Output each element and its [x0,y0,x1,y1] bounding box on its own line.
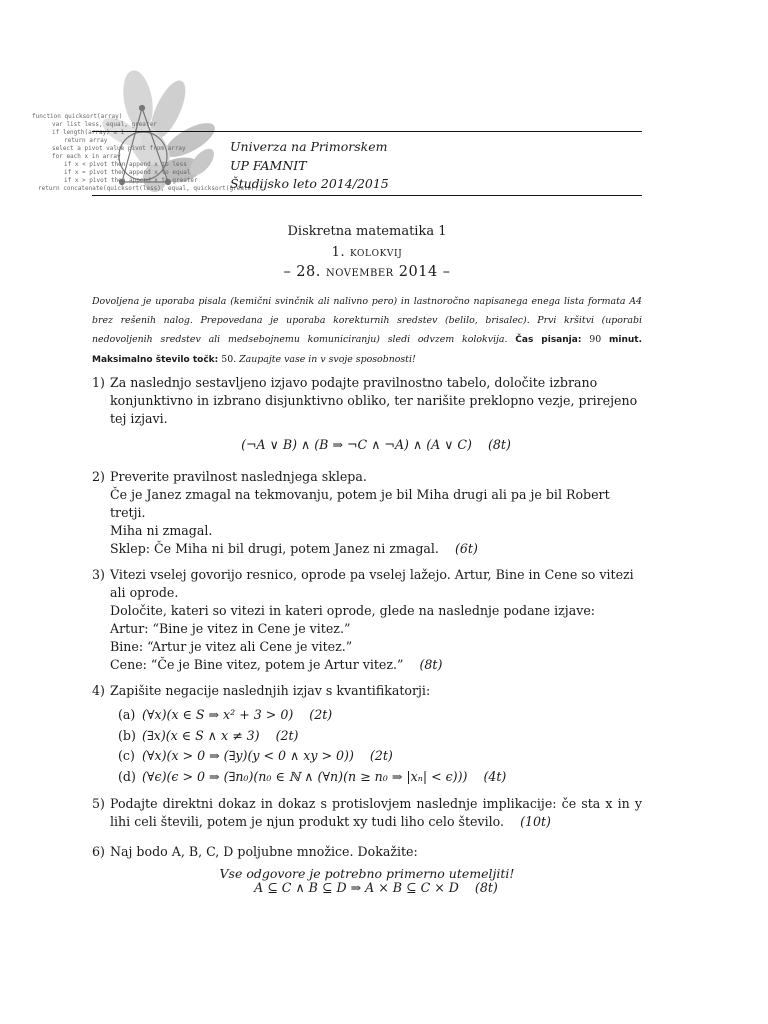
problem-2 [92,468,642,558]
problem-line-with-points [110,540,642,558]
code-line: if x = pivot then append x to equal [64,169,191,176]
code-line: if x < pivot then append x to less [64,161,187,168]
code-line: if length(array) ≤ 1 [52,129,125,136]
exam-title: 1. kolokvij [331,245,403,260]
problem-5 [92,795,642,831]
subproblem-c [118,746,642,767]
subproblem-a [118,705,642,726]
time-label: Čas pisanja: [515,335,582,345]
problem-text: Za naslednjo sestavljeno izjavo podajte pravilnostno tabelo, določite izbrano konjunktivno in izbrano disjunktivno obliko, ter narišite preklopno vezje, prirejeno tej izjavi. [110,375,638,426]
points: (8t) [488,437,511,452]
problem-line-with-points [110,656,642,674]
subproblem-list [110,705,642,787]
problem-number: 5) [92,796,105,811]
points-value: 50. [221,354,237,365]
academic-year: Študijsko leto 2014/2015 [230,176,389,191]
exam-date: – 28. november 2014 – [283,264,451,280]
header-rule-bottom [92,195,642,196]
university-name: Univerza na Primorskem [230,139,388,154]
problem-line: Vitezi vselej govorijo resnico, oprode pa vselej lažejo. Artur, Bine in Cene so vitezi ali oprode. [110,567,634,600]
university-logo [30,70,262,195]
formula: (∀ϵ)(ϵ > 0 ⇒ (∃n₀)(n₀ ∈ ℕ ∧ (∀n)(n ≥ n₀ ⇒ |xₙ| < ϵ))) [142,768,468,784]
problem-text: Podajte direktni dokaz in dokaz s protislovjem naslednje implikacije: če sta x in y lihi celi števili, potem je njun produkt xy tudi liho celo število. [110,796,642,829]
code-line: for each x in array [52,153,121,160]
subproblem-label: (b) [118,727,136,743]
problem-text: Zapišite negacije naslednjih izjav s kvantifikatorji: [110,683,431,698]
faculty-name: UP FAMNIT [230,157,307,173]
subproblem-d [118,767,642,788]
code-line: return concatenate(quicksort(less), equal, quicksort(greater)) [38,185,262,192]
code-line: select a pivot value pivot from array [52,145,186,152]
problem-4 [92,682,642,787]
problem-number: 4) [92,683,105,698]
problem-line: Artur: “Bine je vitez in Cene je vitez.” [110,621,351,636]
code-line: var list less, equal, greater [52,121,157,128]
code-line: return array [64,137,108,144]
formula: (∃x)(x ∈ S ∧ x ≠ 3) [142,727,260,743]
problem-list [92,374,642,897]
exam-instructions [92,292,642,370]
points: (10t) [520,814,551,829]
problem-formula-line [110,436,642,454]
problem-line: Cene: “Če je Bine vitez, potem je Artur vitez.” [110,657,404,672]
subproblem-label: (d) [118,768,136,784]
problem-line: Določite, kateri so vitezi in kateri oprode, glede na naslednje podane izjave: [110,603,596,618]
points: (6t) [454,541,478,556]
formula: (∀x)(x > 0 ⇒ (∃y)(y < 0 ∧ xy > 0)) [142,748,354,763]
problem-number: 1) [92,375,105,390]
problem-1 [92,374,642,454]
code-line: if x > pivot then append x to greater [64,177,198,184]
subproblem-label: (a) [118,707,136,722]
subproblem-label: (c) [118,748,135,763]
problem-formula-line [110,879,642,897]
subproblem-b [118,726,642,747]
points: (2t) [309,707,333,722]
footer-note: Vse odgovore je potrebno primerno utemeljiti! [219,866,515,881]
problem-line: Miha ni zmagal. [110,523,213,538]
problem-number: 2) [92,469,105,484]
problem-line: Sklep: Če Miha ni bil drugi, potem Janez ni zmagal. [110,541,439,556]
problem-text: Naj bodo A, B, C, D poljubne množice. Dokažite: [110,844,418,859]
formula: (∀x)(x ∈ S ⇒ x² + 3 > 0) [142,707,294,722]
university-info [230,138,389,194]
instructions-text: Dovoljena je uporaba pisala (kemični svinčnik ali nalivno pero) in lastnoročno napisanega enega lista formata A4 brez rešenih nalog. Prepovedana je uporaba korekturnih sredstev (belilo, brisalec). Prvi kršitvi (uporabi nedovoljenih sredstev ali medsebojnemu komuniciranju) sledi odvzem kolokvija. [92,296,642,345]
problem-3 [92,566,642,674]
points: (2t) [369,748,393,763]
points: (8t) [474,880,498,895]
problem-line: Bine: “Artur je vitez ali Cene je vitez.” [110,639,353,654]
problem-line: Preverite pravilnost naslednjega sklepa. [110,469,367,484]
points-label: Maksimalno število točk: [92,355,219,365]
problem-number: 3) [92,567,105,582]
code-line: function quicksort(array) [32,113,123,120]
problem-number: 6) [92,844,105,859]
closing-text: Zaupajte vase in v svoje sposobnosti! [239,354,416,365]
time-value: 90 [589,334,602,345]
logo-graphic [30,70,262,195]
formula: (¬A ∨ B) ∧ (B ⇒ ¬C ∧ ¬A) ∧ (A ∨ C) [241,437,472,452]
points: (2t) [275,727,299,743]
points: (4t) [483,768,507,784]
header-rule-top [92,131,642,132]
formula: A ⊆ C ∧ B ⊆ D ⇒ A × B ⊆ C × D [254,880,459,895]
time-unit: minut. [609,335,643,345]
course-title: Diskretna matematika 1 [287,224,447,239]
points: (8t) [419,657,443,672]
problem-line: Če je Janez zmagal na tekmovanju, potem je bil Miha drugi ali pa je bil Robert tretji. [110,487,610,520]
